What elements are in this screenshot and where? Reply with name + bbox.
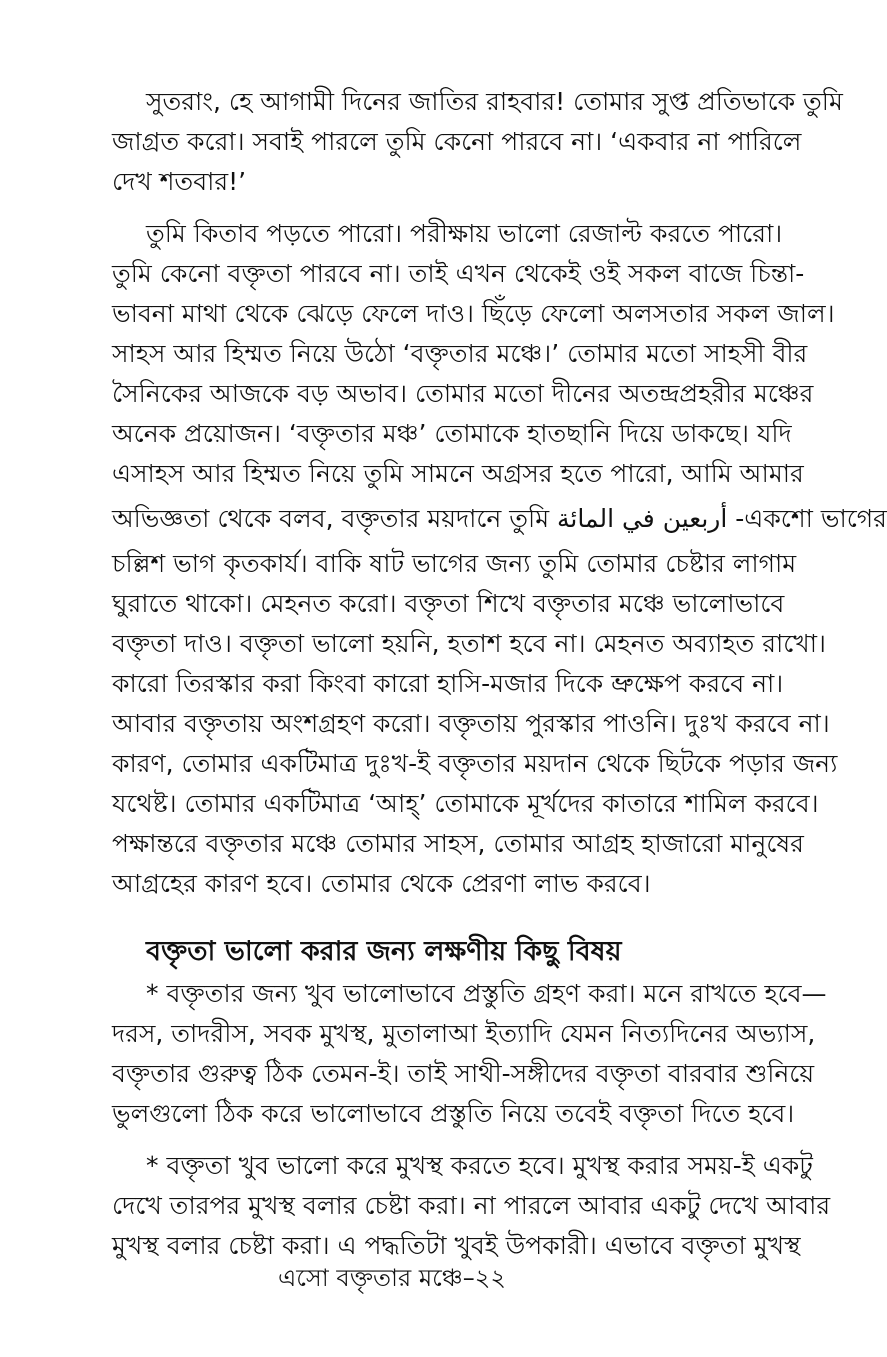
text-line: বক্তৃতার গুরুত্ব ঠিক তেমন-ই। তাই সাথী-সঙ্গীদের বক্তৃতা বারবার শুনিয়ে (112, 1059, 815, 1088)
text-line: দরস, তাদরীস, সবক মুখস্থ, মুতালাআ ইত্যাদি যেমন নিত্যদিনের অভ্যাস, (112, 1019, 816, 1048)
paragraph-gap (112, 202, 768, 214)
text-line: দেখে তারপর মুখস্থ বলার চেষ্টা করা। না পারলে আবার একটু দেখে আবার (112, 1191, 831, 1220)
text-line: চল্লিশ ভাগ কৃতকার্য। বাকি ষাট ভাগের জন্য তুমি তোমার চেষ্টার লাগাম (112, 549, 797, 578)
text-line: আবার বক্তৃতায় অংশগ্রহণ করো। বক্তৃতায় পুরস্কার পাওনি। দুঃখ করবে না। (112, 709, 830, 738)
text-line: অনেক প্রয়োজন। ‘বক্তৃতার মঞ্চ’ তোমাকে হাতছানি দিয়ে ডাকছে। যদি (112, 419, 792, 448)
text-line: সুতরাং, হে আগামী দিনের জাতির রাহবার! তোমার সুপ্ত প্রতিভাকে তুমি (146, 87, 843, 116)
text-line-with-arabic: অভিজ্ঞতা থেকে বলব, বক্তৃতার ময়দানে তুমি أربعين في المائة -একশো ভাগের (112, 504, 887, 533)
text-line: বক্তৃতা দাও। বক্তৃতা ভালো হয়নি, হতাশ হবে না। মেহনত অব্যাহত রাখো। (112, 629, 826, 658)
text-line: সৈনিকের আজকে বড় অভাব। তোমার মতো দীনের অতন্দ্রপ্রহরীর মঞ্চের (112, 379, 814, 408)
text-line: জাগ্রত করো। সবাই পারলে তুমি কেনো পারবে না। ‘একবার না পারিলে (112, 127, 802, 156)
text-line: আগ্রহের কারণ হবে। তোমার থেকে প্রেরণা লাভ করবে। (112, 869, 651, 898)
text-line: মুখস্থ বলার চেষ্টা করা। এ পদ্ধতিটা খুবই উপকারী। এভাবে বক্তৃতা মুখস্থ (112, 1231, 801, 1260)
text-line: কারণ, তোমার একটিমাত্র দুঃখ-ই বক্তৃতার ময়দান থেকে ছিটকে পড়ার জন্য (112, 749, 838, 778)
paragraph-intro (112, 82, 843, 202)
text-line: কারো তিরস্কার করা কিংবা কারো হাসি-মজার দিকে ভ্রুক্ষেপ করবে না। (112, 669, 784, 698)
text-line: এসাহস আর হিম্মত নিয়ে তুমি সামনে অগ্রসর হতে পারো, আমি আমার (112, 459, 804, 488)
text-line: * বক্তৃতার জন্য খুব ভালোভাবে প্রস্তুতি গ্রহণ করা। মনে রাখতে হবে— (146, 979, 827, 1008)
bullet-paragraph (112, 1146, 831, 1266)
paragraph-main (112, 214, 887, 904)
paragraph-gap (112, 1134, 768, 1146)
text-line: দেখ শতবার!’ (112, 167, 247, 196)
text-line: * বক্তৃতা খুব ভালো করে মুখস্থ করতে হবে। মুখস্থ করার সময়-ই একটু (146, 1151, 813, 1180)
page-body (112, 82, 887, 1266)
text-line: তুমি কিতাব পড়তে পারো। পরীক্ষায় ভালো রেজাল্ট করতে পারো। (146, 219, 783, 248)
text-line: যথেষ্ট। তোমার একটিমাত্র ‘আহ্’ তোমাকে মূর্খদের কাতারে শামিল করবে। (112, 789, 819, 818)
bullet-paragraph (112, 974, 827, 1134)
heading-gap (112, 904, 768, 930)
text-line: ভাবনা মাথা থেকে ঝেড়ে ফেলে দাও। ছিঁড়ে ফেলো অলসতার সকল জাল। (112, 299, 835, 328)
page-footer: এসো বক্তৃতার মঞ্চে–২২ (278, 1264, 506, 1292)
text-line: ভুলগুলো ঠিক করে ভালোভাবে প্রস্তুতি নিয়ে তবেই বক্তৃতা দিতে হবে। (112, 1099, 795, 1128)
text-line: পক্ষান্তরে বক্তৃতার মঞ্চে তোমার সাহস, তোমার আগ্রহ হাজারো মানুষের (112, 829, 804, 858)
section-heading: বক্তৃতা ভালো করার জন্য লক্ষণীয় কিছু বিষয় (146, 936, 622, 967)
text-line: সাহস আর হিম্মত নিয়ে উঠো ‘বক্তৃতার মঞ্চে।’ তোমার মতো সাহসী বীর (112, 339, 808, 368)
text-line: তুমি কেনো বক্তৃতা পারবে না। তাই এখন থেকেই ওই সকল বাজে চিন্তা- (112, 259, 805, 288)
text-line: ঘুরাতে থাকো। মেহনত করো। বক্তৃতা শিখে বক্তৃতার মঞ্চে ভালোভাবে (112, 589, 785, 618)
